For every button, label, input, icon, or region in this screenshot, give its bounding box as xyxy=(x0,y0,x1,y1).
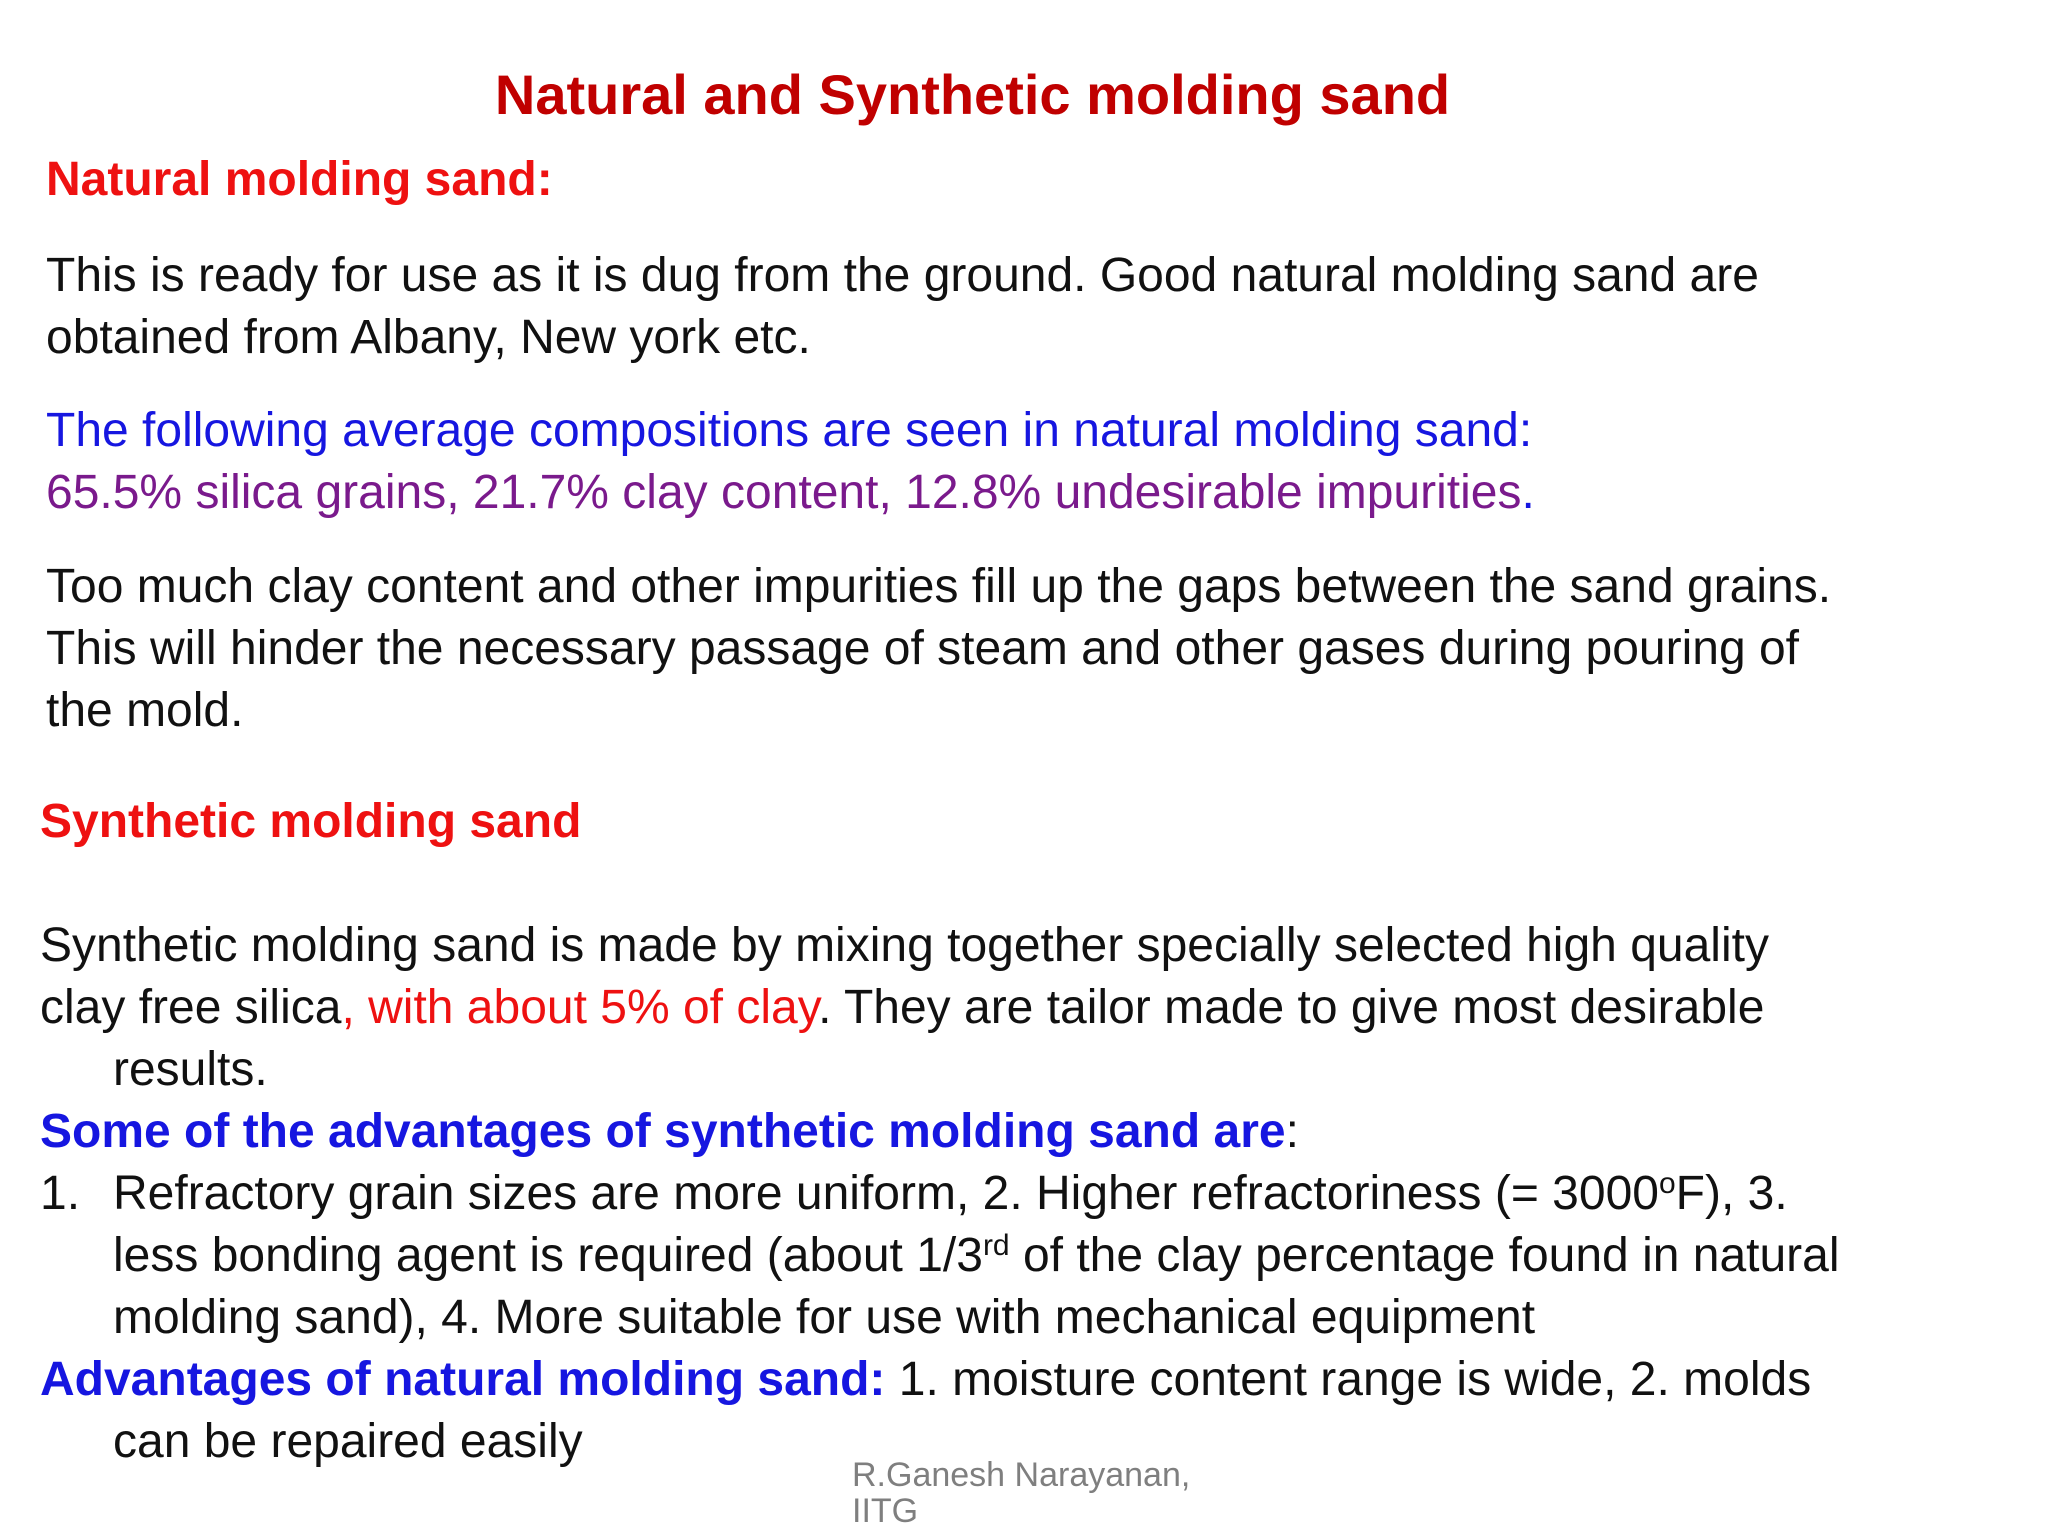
synthetic-description-line: results. xyxy=(113,1043,268,1096)
advantages-list-item xyxy=(40,1163,1840,1225)
slide-title: Natural and Synthetic molding sand xyxy=(494,63,1451,126)
degree-superscript: o xyxy=(1658,1167,1676,1200)
natural-composition xyxy=(46,400,1535,524)
synthetic-sand-heading: Synthetic molding sand xyxy=(40,795,582,848)
synthetic-advantages-heading: Some of the advantages of synthetic molding sand are xyxy=(40,1105,1286,1158)
synthetic-sand-content xyxy=(40,915,1840,1473)
natural-description-line: obtained from Albany, New york etc. xyxy=(46,311,811,364)
author-institution: IITG xyxy=(852,1492,919,1530)
synthetic-description-line: Synthetic molding sand is made by mixing together specially selected high quality xyxy=(40,919,1769,972)
natural-sand-heading: Natural molding sand: xyxy=(46,153,553,206)
advantages-colon: : xyxy=(1285,1105,1299,1158)
natural-advantages-text: 1. moisture content range is wide, 2. molds xyxy=(885,1353,1812,1406)
author-footer xyxy=(852,1457,1190,1529)
impurities-line: the mold. xyxy=(46,684,244,737)
composition-values: 65.5% silica grains, 21.7% clay content, 12.8% undesirable impurities xyxy=(46,466,1522,519)
author-name: R.Ganesh Narayanan, xyxy=(852,1456,1191,1494)
natural-sand-description xyxy=(46,245,1759,369)
natural-advantages-continuation: can be repaired easily xyxy=(113,1415,583,1468)
tailor-made-text: . They are tailor made to give most desirable xyxy=(818,981,1765,1034)
impurities-line: Too much clay content and other impurities fill up the gaps between the sand grains. xyxy=(46,560,1832,613)
composition-intro: The following average compositions are seen in natural molding sand: xyxy=(46,404,1533,457)
advantage-text: F), 3. xyxy=(1675,1167,1788,1220)
impurities-line: This will hinder the necessary passage of steam and other gases during pouring of xyxy=(46,622,1800,675)
natural-description-line: This is ready for use as it is dug from the ground. Good natural molding sand are xyxy=(46,249,1759,302)
clay-impurities-paragraph xyxy=(46,556,1831,742)
advantages-list-continuation xyxy=(40,1225,1840,1287)
synthetic-description-line xyxy=(40,977,1840,1039)
composition-period: . xyxy=(1521,466,1535,519)
natural-advantages-line xyxy=(40,1349,1840,1411)
advantage-text: of the clay percentage found in natural xyxy=(1009,1229,1840,1282)
advantages-list-continuation: molding sand), 4. More suitable for use with mechanical equipment xyxy=(113,1291,1536,1344)
natural-advantages-heading: Advantages of natural molding sand: xyxy=(40,1353,886,1406)
advantage-text: less bonding agent is required (about 1/3 xyxy=(113,1229,983,1282)
composition-values-line xyxy=(46,462,1535,524)
advantage-text: Refractory grain sizes are more uniform, 2. Higher refractoriness (= 3000 xyxy=(113,1167,1659,1220)
ordinal-superscript: rd xyxy=(982,1229,1010,1262)
clay-free-silica-text: clay free silica xyxy=(40,981,342,1034)
list-number: 1. xyxy=(40,1167,81,1220)
clay-percentage-highlight: , with about 5% of clay xyxy=(341,981,819,1034)
synthetic-advantages-heading-line xyxy=(40,1101,1840,1163)
